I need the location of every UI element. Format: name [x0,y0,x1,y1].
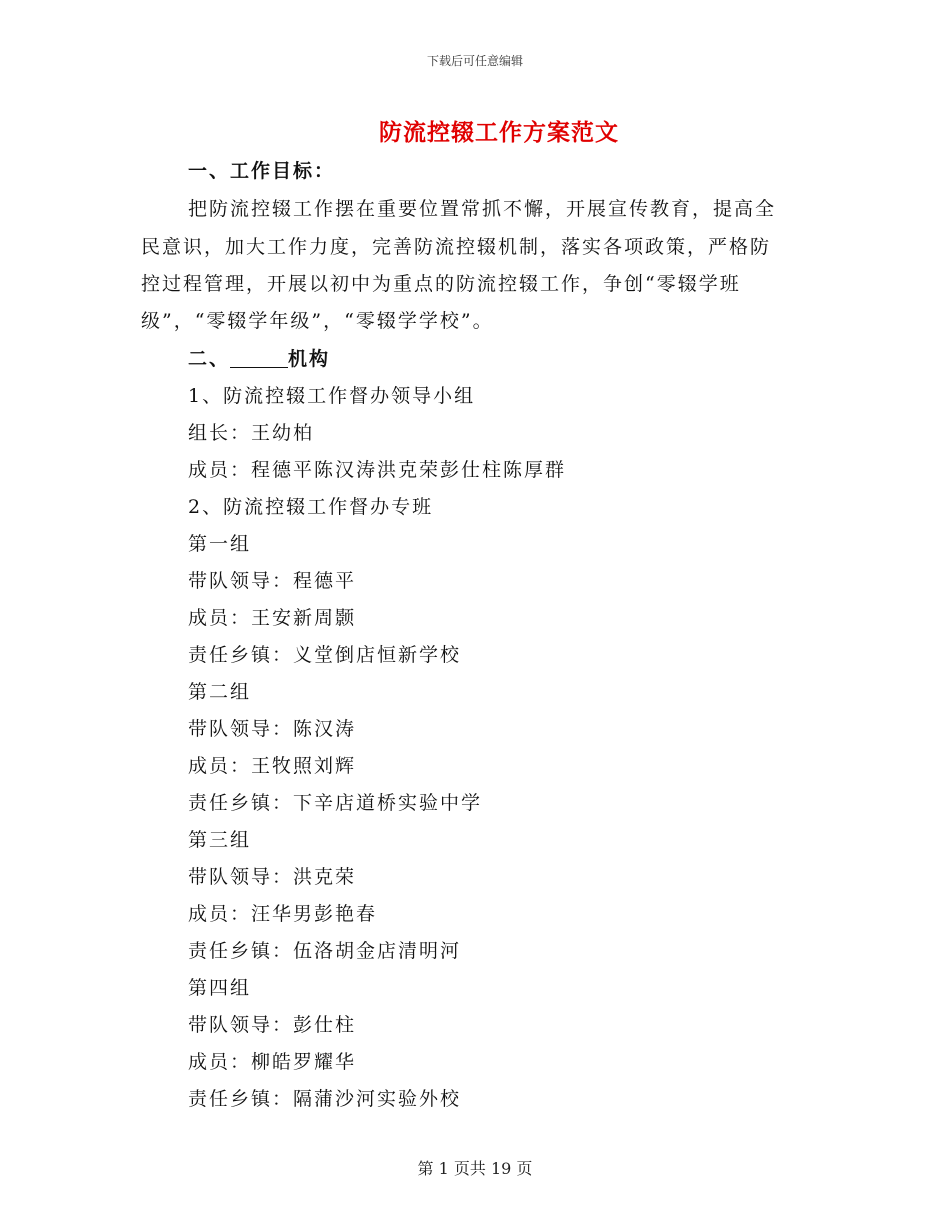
list-item: 责任乡镇：隔蒲沙河实验外校 [188,1088,462,1110]
list-item: 带队领导：彭仕柱 [188,1014,357,1036]
fill-in-blank [230,348,288,368]
list-item: 成员：柳皓罗耀华 [188,1051,357,1073]
list-item: 成员：汪华男彭艳春 [188,903,378,925]
page-footer: 第 1 页共 19 页 [417,1159,533,1178]
list-item: 带队领导：洪克荣 [188,866,357,888]
list-item: 带队领导：陈汉涛 [188,718,357,740]
section-2-prefix: 二、 [188,348,231,370]
list-item: 责任乡镇：伍洛胡金店清明河 [188,940,462,962]
list-item: 成员：程德平陈汉涛洪克荣彭仕柱陈厚群 [188,459,567,481]
paragraph-1-line-4: 级”，“零辍学年级”，“零辍学学校”。 [141,310,494,332]
list-item: 1、防流控辍工作督办领导小组 [188,385,476,407]
list-item: 第二组 [188,681,252,703]
list-item: 第四组 [188,977,252,999]
list-item: 成员：王牧照刘辉 [188,755,357,777]
list-item: 带队领导：程德平 [188,570,357,592]
document-title: 防流控辍工作方案范文 [379,119,619,146]
section-1-heading: 一、工作目标： [188,160,336,182]
paragraph-1-line-2: 民意识，加大工作力度，完善防流控辍机制，落实各项政策，严格防 [141,236,772,258]
list-item: 组长：王幼柏 [188,422,315,444]
section-2-heading [188,344,330,371]
section-2-suffix: 机构 [288,348,331,370]
list-item: 成员：王安新周颢 [188,607,357,629]
list-item: 责任乡镇：义堂倒店恒新学校 [188,644,462,666]
list-item: 第三组 [188,829,252,851]
page-header: 下载后可任意编辑 [426,54,523,68]
paragraph-1-line-1: 把防流控辍工作摆在重要位置常抓不懈，开展宣传教育，提高全 [188,198,777,220]
list-item: 2、防流控辍工作督办专班 [188,496,434,518]
paragraph-1-line-3: 控过程管理，开展以初中为重点的防流控辍工作，争创“零辍学班 [141,273,741,295]
list-item: 第一组 [188,533,252,555]
list-item: 责任乡镇：下辛店道桥实验中学 [188,792,483,814]
